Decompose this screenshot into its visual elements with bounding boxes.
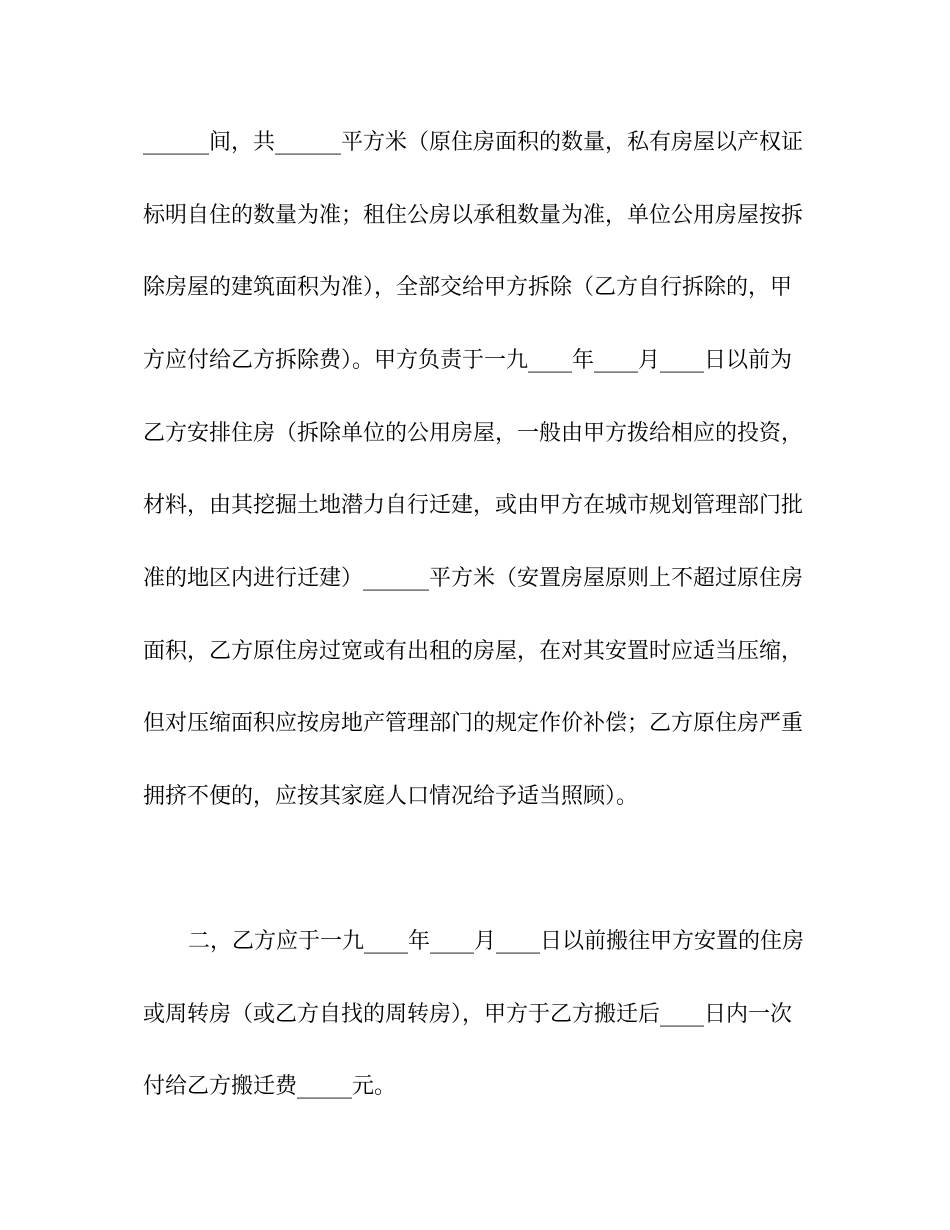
text-line: 面积，乙方原住房过宽或有出租的房屋，在对其安置时应适当压缩，	[143, 639, 804, 664]
text-line: 但对压缩面积应按房地产管理部门的规定作价补偿；乙方原住房严重	[143, 711, 804, 736]
text-line: 二，乙方应于一九____年____月____日以前搬往甲方安置的住房	[188, 929, 805, 954]
text-line: 除房屋的建筑面积为准），全部交给甲方拆除（乙方自行拆除的，甲	[143, 275, 793, 300]
text-line: 或周转房（或乙方自找的周转房），甲方于乙方搬迁后____日内一次	[143, 1002, 793, 1027]
text-line: 乙方安排住房（拆除单位的公用房屋，一般由甲方拨给相应的投资，	[143, 421, 804, 446]
text-line: 方应付给乙方拆除费）。甲方负责于一九____年____月____日以前为	[143, 348, 793, 373]
text-line: 准的地区内进行迁建）______平方米（安置房屋原则上不超过原住房	[143, 566, 804, 591]
text-line: 材料，由其挖掘土地潜力自行迁建，或由甲方在城市规划管理部门批	[143, 493, 804, 518]
text-line: 付给乙方搬迁费_____元。	[143, 1074, 397, 1099]
text-line: ______间，共______平方米（原住房面积的数量，私有房屋以产权证	[143, 130, 804, 155]
text-line: 标明自住的数量为准；租住公房以承租数量为准，单位公用房屋按拆	[143, 203, 804, 228]
text-line: 拥挤不便的，应按其家庭人口情况给予适当照顾）。	[143, 784, 639, 809]
